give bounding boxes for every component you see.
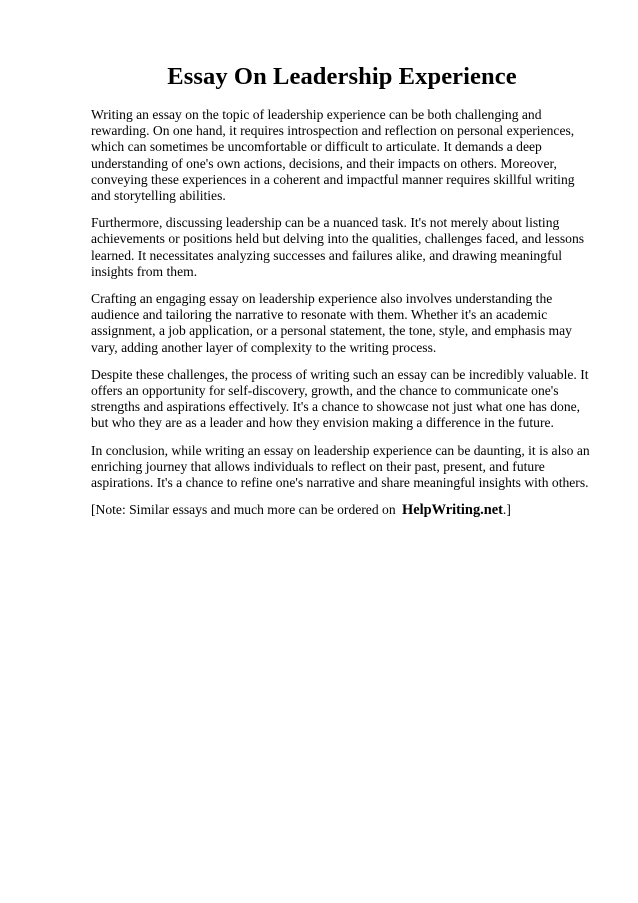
paragraph-intro: Writing an essay on the topic of leadership experience can be both challenging and rewarding. On one hand, it requires introspection and reflection on personal experiences, which can sometimes be uncomfortable or difficult to articulate. It demands a deep understanding of one's own actions, decisions, and their impacts on others. Moreover, conveying these experiences in a coherent and impactful manner requires skillful writing and storytelling abilities. <box>91 107 575 204</box>
paragraph-audience: Crafting an engaging essay on leadership experience also involves understanding the audience and tailoring the narrative to resonate with them. Whether it's an academic assignment, a job application, or a personal statement, the tone, style, and emphasis may vary, adding another layer of complexity to the writing process. <box>91 291 572 355</box>
paragraph-value: Despite these challenges, the process of writing such an essay can be incredibly valuable. It offers an opportunity for self-discovery, growth, and the chance to communicate one's strengths and aspirations effectively. It's a chance to showcase not just what one has done, but who they are as a leader and how they envision making a difference in the future. <box>91 366 589 431</box>
paragraph-nuance: Furthermore, discussing leadership can be a nuanced task. It's not merely about listing achievements or positions held but delving into the qualities, challenges faced, and lessons learned. It necessitates analyzing successes and failures alike, and drawing meaningful insights from them. <box>91 215 585 279</box>
helpwriting-link[interactable]: HelpWriting.net <box>402 502 503 519</box>
note-prefix: [Note: Similar essays and much more can be ordered on <box>91 502 396 518</box>
document-title: Essay On Leadership Experience <box>167 63 517 90</box>
note-suffix: .] <box>502 502 511 518</box>
ordering-note <box>91 502 593 518</box>
document-page <box>91 62 593 518</box>
paragraph-conclusion: In conclusion, while writing an essay on leadership experience can be daunting, it is also an enriching journey that allows individuals to reflect on their past, present, and future aspirations. It's a chance to refine one's narrative and share meaningful insights with others. <box>91 442 590 491</box>
